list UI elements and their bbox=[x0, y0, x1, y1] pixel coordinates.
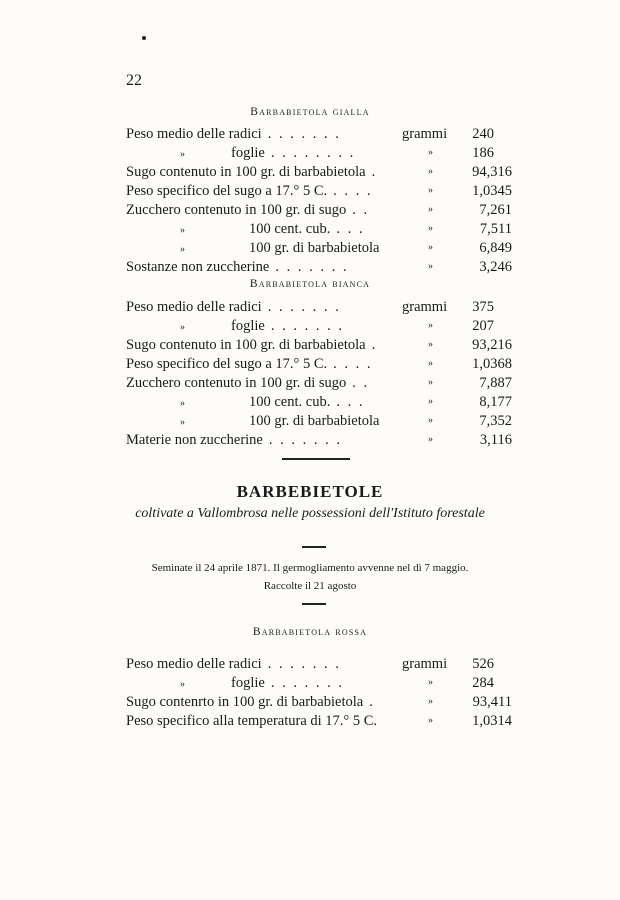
table-row bbox=[0, 430, 620, 450]
table-row bbox=[0, 181, 620, 201]
table-row bbox=[0, 711, 620, 731]
row-label-text: Peso specifico del sugo a 17.° 5 C. bbox=[126, 356, 328, 372]
row-value: 7,887 bbox=[479, 375, 512, 391]
row-unit: » bbox=[428, 715, 433, 726]
row-unit: grammi bbox=[402, 656, 448, 672]
row-value: 93,216 bbox=[472, 337, 512, 353]
row-unit: » bbox=[428, 696, 433, 707]
table-row bbox=[0, 354, 620, 374]
row-unit: » bbox=[428, 434, 433, 445]
leader-dots: . . bbox=[352, 375, 370, 391]
row-label-text: Peso specifico alla temperatura di 17.° 5 C. bbox=[126, 713, 378, 729]
row-unit: » bbox=[428, 147, 433, 158]
row-value: 3,246 bbox=[479, 259, 512, 275]
row-unit: » bbox=[428, 339, 433, 350]
row-label bbox=[126, 354, 373, 374]
table-row bbox=[0, 143, 620, 163]
row-unit: » bbox=[428, 223, 433, 234]
row-label bbox=[126, 124, 341, 144]
row-value: 7,511 bbox=[479, 221, 512, 237]
ditto-mark: » bbox=[180, 225, 185, 236]
page-number: 22 bbox=[126, 72, 142, 89]
leader-dots: . . . . bbox=[333, 356, 373, 372]
row-value: 94,316 bbox=[472, 164, 512, 180]
row-label bbox=[126, 200, 369, 220]
section-title-bianca: Barbabietola bianca bbox=[249, 278, 371, 290]
row-unit: » bbox=[428, 185, 433, 196]
leader-dots: . . bbox=[352, 202, 370, 218]
row-label-text: Peso medio delle radici bbox=[126, 656, 262, 672]
row-value: 186 bbox=[472, 145, 494, 161]
table-row bbox=[0, 654, 620, 674]
leader-dots: . . . . . . . bbox=[270, 318, 344, 334]
leader-dots: . . . . . . . bbox=[268, 432, 342, 448]
ink-dot bbox=[142, 36, 146, 40]
row-label-text: Zucchero contenuto in 100 gr. di sugo bbox=[126, 202, 347, 218]
main-heading: BARBEBIETOLE bbox=[236, 482, 384, 501]
row-value: 207 bbox=[472, 318, 494, 334]
row-label bbox=[126, 711, 377, 731]
row-label-text: foglie bbox=[231, 318, 265, 334]
row-label-text: foglie bbox=[231, 145, 265, 161]
leader-dots: . . . . . . . bbox=[275, 259, 349, 275]
leader-dots: . bbox=[371, 164, 378, 180]
short-rule-1 bbox=[302, 546, 326, 548]
row-unit: » bbox=[428, 261, 433, 272]
table-row bbox=[0, 162, 620, 182]
row-label-text: Sugo contenrto in 100 gr. di barbabietola bbox=[126, 694, 364, 710]
row-label bbox=[126, 257, 348, 277]
leader-dots: . . . . . . . . bbox=[270, 145, 356, 161]
row-label-text: Peso medio delle radici bbox=[126, 126, 262, 142]
row-label bbox=[126, 162, 377, 182]
row-label-text: foglie bbox=[231, 675, 265, 691]
row-value: 526 bbox=[472, 656, 494, 672]
row-label bbox=[126, 181, 373, 201]
row-unit: » bbox=[428, 358, 433, 369]
table-row bbox=[0, 219, 620, 239]
row-label bbox=[126, 430, 342, 450]
table-row bbox=[0, 257, 620, 277]
row-unit: » bbox=[428, 415, 433, 426]
row-value: 1,0368 bbox=[472, 356, 512, 372]
leader-dots: . . . . . . . bbox=[267, 126, 341, 142]
row-unit: » bbox=[428, 377, 433, 388]
row-label-text: Sugo contenuto in 100 gr. di barbabietola bbox=[126, 164, 366, 180]
ditto-mark: » bbox=[180, 679, 185, 690]
row-unit: » bbox=[428, 204, 433, 215]
table-row bbox=[0, 373, 620, 393]
row-label-text: 100 gr. di barbabietola bbox=[249, 240, 380, 256]
row-unit: » bbox=[428, 166, 433, 177]
ditto-mark: » bbox=[180, 244, 185, 255]
row-unit: » bbox=[428, 242, 433, 253]
row-unit: » bbox=[428, 320, 433, 331]
row-unit: grammi bbox=[402, 126, 448, 142]
row-label-text: Peso medio delle radici bbox=[126, 299, 262, 315]
row-value: 7,261 bbox=[479, 202, 512, 218]
row-value: 284 bbox=[472, 675, 494, 691]
row-unit: grammi bbox=[402, 299, 448, 315]
ditto-mark: » bbox=[180, 149, 185, 160]
table-row bbox=[0, 124, 620, 144]
leader-dots: . bbox=[371, 337, 378, 353]
row-value: 240 bbox=[472, 126, 494, 142]
row-value: 3,116 bbox=[479, 432, 512, 448]
table-row bbox=[0, 316, 620, 336]
row-label-text: Sugo contenuto in 100 gr. di barbabietola bbox=[126, 337, 366, 353]
row-label-text: Peso specifico del sugo a 17.° 5 C. bbox=[126, 183, 328, 199]
leader-dots: . . . bbox=[336, 221, 365, 237]
row-unit: » bbox=[428, 396, 433, 407]
table-row bbox=[0, 673, 620, 693]
ditto-mark: » bbox=[180, 417, 185, 428]
leader-dots: . . . . . . . bbox=[270, 675, 344, 691]
leader-dots: . . . . . . . bbox=[267, 656, 341, 672]
row-label-text: 100 gr. di barbabietola bbox=[249, 413, 380, 429]
harvest-note: Raccolte il 21 agosto bbox=[263, 580, 357, 592]
table-row bbox=[0, 335, 620, 355]
row-value: 7,352 bbox=[479, 413, 512, 429]
row-label-text: 100 cent. cub. bbox=[249, 394, 331, 410]
row-label-text: 100 cent. cub. bbox=[249, 221, 331, 237]
divider-rule bbox=[282, 458, 350, 460]
leader-dots: . . . bbox=[336, 394, 365, 410]
row-label-text: Zucchero contenuto in 100 gr. di sugo bbox=[126, 375, 347, 391]
row-unit: » bbox=[428, 677, 433, 688]
row-label bbox=[126, 373, 369, 393]
subheading: coltivate a Vallombrosa nelle possessioni dell'Istituto forestale bbox=[135, 506, 485, 521]
short-rule-2 bbox=[302, 603, 326, 605]
table-row bbox=[0, 692, 620, 712]
row-value: 1,0345 bbox=[472, 183, 512, 199]
row-label bbox=[126, 335, 377, 355]
row-label bbox=[126, 692, 375, 712]
table-row bbox=[0, 238, 620, 258]
leader-dots: . . . . . . . bbox=[267, 299, 341, 315]
table-row bbox=[0, 392, 620, 412]
leader-dots: . . . . bbox=[333, 183, 373, 199]
row-label-text: Sostanze non zuccherine bbox=[126, 259, 270, 275]
table-row bbox=[0, 200, 620, 220]
row-value: 93,411 bbox=[472, 694, 512, 710]
row-label-text: Materie non zuccherine bbox=[126, 432, 263, 448]
leader-dots: . bbox=[369, 694, 375, 710]
ditto-mark: » bbox=[180, 322, 185, 333]
row-label bbox=[126, 654, 341, 674]
row-value: 1,0314 bbox=[472, 713, 512, 729]
row-value: 8,177 bbox=[479, 394, 512, 410]
section-title-gialla: Barbabietola gialla bbox=[250, 106, 370, 118]
row-value: 375 bbox=[472, 299, 494, 315]
sowing-note: Seminate il 24 aprile 1871. Il germogliamento avvenne nel dì 7 maggio. bbox=[151, 562, 469, 574]
row-label bbox=[126, 297, 341, 317]
row-value: 6,849 bbox=[479, 240, 512, 256]
table-row bbox=[0, 411, 620, 431]
table-row bbox=[0, 297, 620, 317]
section-title-rossa: Barbabietola rossa bbox=[252, 626, 368, 638]
ditto-mark: » bbox=[180, 398, 185, 409]
